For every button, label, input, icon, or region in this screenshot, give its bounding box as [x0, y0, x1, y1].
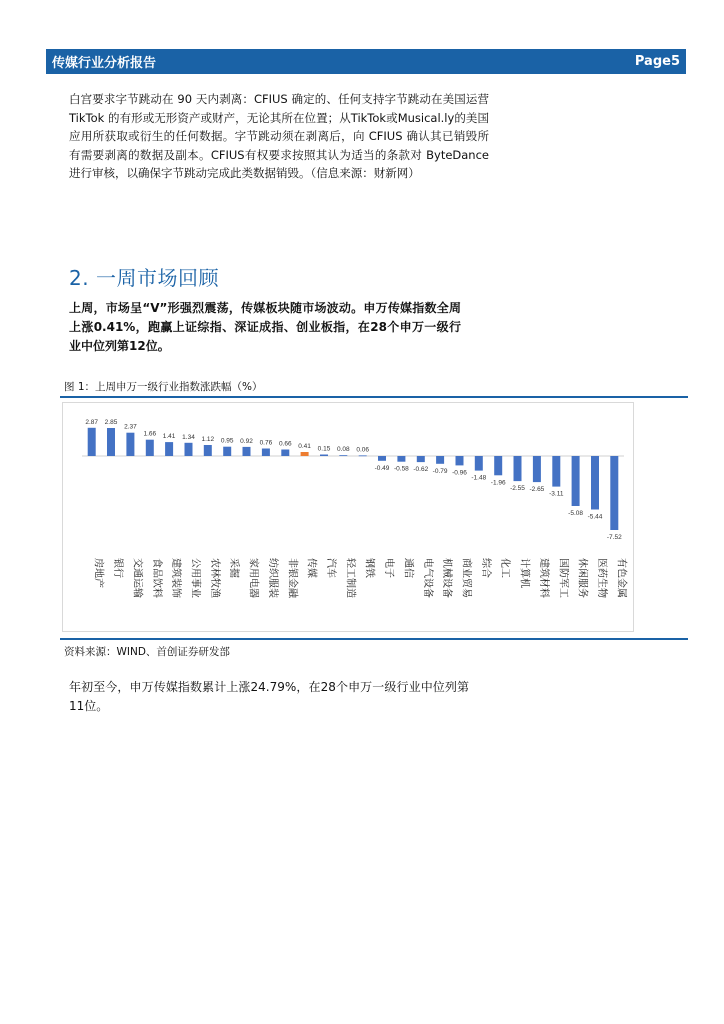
- figure-caption: 图 1：上周申万一级行业指数涨跌幅（%）: [64, 381, 263, 393]
- bar-16: [397, 456, 405, 462]
- category-label-0: 房地产: [92, 558, 104, 588]
- value-label-1: 2.85: [104, 419, 118, 426]
- category-label-3: 食品饮料: [150, 558, 162, 598]
- bar-24: [552, 456, 560, 487]
- value-label-12: 0.15: [317, 445, 331, 453]
- category-label-26: 医药生物: [596, 558, 607, 598]
- category-label-18: 机械设备: [441, 558, 453, 598]
- value-label-4: 1.41: [162, 433, 176, 441]
- bar-25: [572, 456, 580, 506]
- category-label-20: 综合: [479, 558, 491, 578]
- bar-1: [107, 428, 115, 456]
- value-label-20: -1.48: [471, 474, 487, 482]
- value-label-25: -5.08: [568, 510, 584, 517]
- value-label-8: 0.92: [240, 437, 253, 445]
- value-label-18: -0.79: [432, 467, 448, 475]
- report-title: 传媒行业分析报告: [52, 56, 157, 71]
- category-label-17: 电气设备: [421, 558, 433, 598]
- ytd-paragraph: 年初至今，申万传媒指数累计上涨24.79%，在28个申万一级行业中位列第11位。: [69, 680, 469, 713]
- value-label-19: -0.96: [452, 469, 467, 477]
- bar-18: [436, 456, 444, 464]
- bar-11: [301, 452, 309, 456]
- value-label-0: 2.87: [85, 418, 99, 426]
- value-label-17: -0.62: [413, 466, 429, 474]
- industry-return-chart: [62, 402, 634, 632]
- category-label-19: 商业贸易: [460, 558, 472, 598]
- category-label-22: 计算机: [518, 558, 530, 588]
- bar-15: [378, 456, 386, 461]
- bar-0: [88, 428, 96, 456]
- value-label-21: -1.96: [490, 479, 506, 487]
- category-label-27: 有色金属: [615, 558, 627, 598]
- value-label-13: 0.08: [336, 446, 350, 454]
- report-header: [46, 49, 686, 74]
- category-label-21: 化工: [499, 558, 511, 578]
- category-label-5: 公用事业: [189, 558, 201, 598]
- value-label-22: -2.55: [510, 485, 525, 493]
- bar-12: [320, 455, 328, 457]
- category-label-16: 通信: [402, 558, 414, 578]
- bar-4: [165, 442, 173, 456]
- bar-5: [185, 443, 193, 456]
- value-label-9: 0.76: [259, 439, 273, 447]
- category-label-25: 休闲服务: [576, 558, 588, 598]
- bar-7: [223, 447, 231, 456]
- bar-19: [456, 456, 464, 465]
- value-label-2: 2.37: [124, 423, 137, 431]
- bar-17: [417, 456, 425, 462]
- bar-9: [262, 449, 270, 457]
- bar-27: [610, 456, 618, 530]
- value-label-27: -7.52: [606, 534, 622, 541]
- category-label-24: 国防军工: [557, 558, 569, 598]
- bar-26: [591, 456, 599, 510]
- category-label-11: 传媒: [305, 558, 317, 578]
- value-label-23: -2.65: [529, 486, 545, 494]
- category-label-14: 钢铁: [363, 558, 375, 578]
- value-label-16: -0.58: [393, 465, 409, 473]
- bar-22: [514, 456, 522, 481]
- bar-20: [475, 456, 483, 471]
- value-label-24: -3.11: [549, 490, 564, 498]
- bar-8: [243, 447, 251, 456]
- bar-10: [281, 450, 289, 457]
- bar-6: [204, 445, 212, 456]
- category-label-8: 家用电器: [247, 558, 259, 598]
- value-label-26: -5.44: [587, 513, 603, 521]
- value-label-14: 0.06: [356, 446, 370, 454]
- value-label-3: 1.66: [143, 430, 157, 438]
- value-label-6: 1.12: [201, 436, 215, 443]
- category-label-6: 农林牧渔: [208, 558, 220, 598]
- category-label-7: 采掘: [228, 558, 240, 578]
- page-number: Page5: [634, 54, 680, 69]
- bar-21: [494, 456, 502, 475]
- section-title: 2. 一周市场回顾: [69, 266, 219, 290]
- value-label-5: 1.34: [182, 433, 195, 441]
- value-label-11: 0.41: [298, 443, 311, 450]
- bar-3: [146, 440, 154, 456]
- figure-source: 资料来源：WIND、首创证券研发部: [64, 646, 230, 658]
- bar-13: [339, 455, 347, 456]
- category-label-23: 建筑材料: [537, 558, 549, 598]
- value-label-15: -0.49: [374, 464, 390, 472]
- intro-paragraph: 白宫要求字节跳动在 90 天内剥离：CFIUS 确定的、任何支持字节跳动在美国运营 TikTok 的有形或无形资产或财产，无论其所在位置；从TikTok或Musical.ly的美国应用所获取或衍生的任何数据。字节跳动须在剥离后，向 CFIUS 确认其已销毁所有需要剥离的数据及副本。CFIUS有权要求按照其认为适当的条款对 ByteDance 进行审核，以确保字节跳动完成此类数据销毁。（信息来源：财新网）: [69, 92, 489, 181]
- figure-top-rule: [60, 396, 688, 398]
- category-label-9: 纺织服装: [266, 558, 278, 598]
- lead-paragraph: 上周，市场呈“V”形强烈震荡，传媒板块随市场波动。申万传媒指数全周上涨0.41%，跑赢上证综指、深证成指、创业板指，在28个申万一级行业中位列第12位。: [69, 301, 461, 353]
- value-label-7: 0.95: [220, 437, 234, 445]
- bar-2: [126, 433, 134, 456]
- category-label-1: 银行: [112, 558, 123, 578]
- value-label-10: 0.66: [278, 440, 292, 448]
- category-label-13: 轻工制造: [344, 558, 356, 598]
- bar-14: [359, 455, 367, 456]
- category-label-10: 非银金融: [286, 558, 298, 598]
- category-label-12: 汽车: [325, 558, 336, 578]
- category-label-4: 建筑装饰: [170, 558, 182, 598]
- figure-bottom-rule: [60, 638, 688, 640]
- category-label-15: 电子: [383, 558, 394, 578]
- bar-23: [533, 456, 541, 482]
- category-label-2: 交通运输: [131, 558, 143, 598]
